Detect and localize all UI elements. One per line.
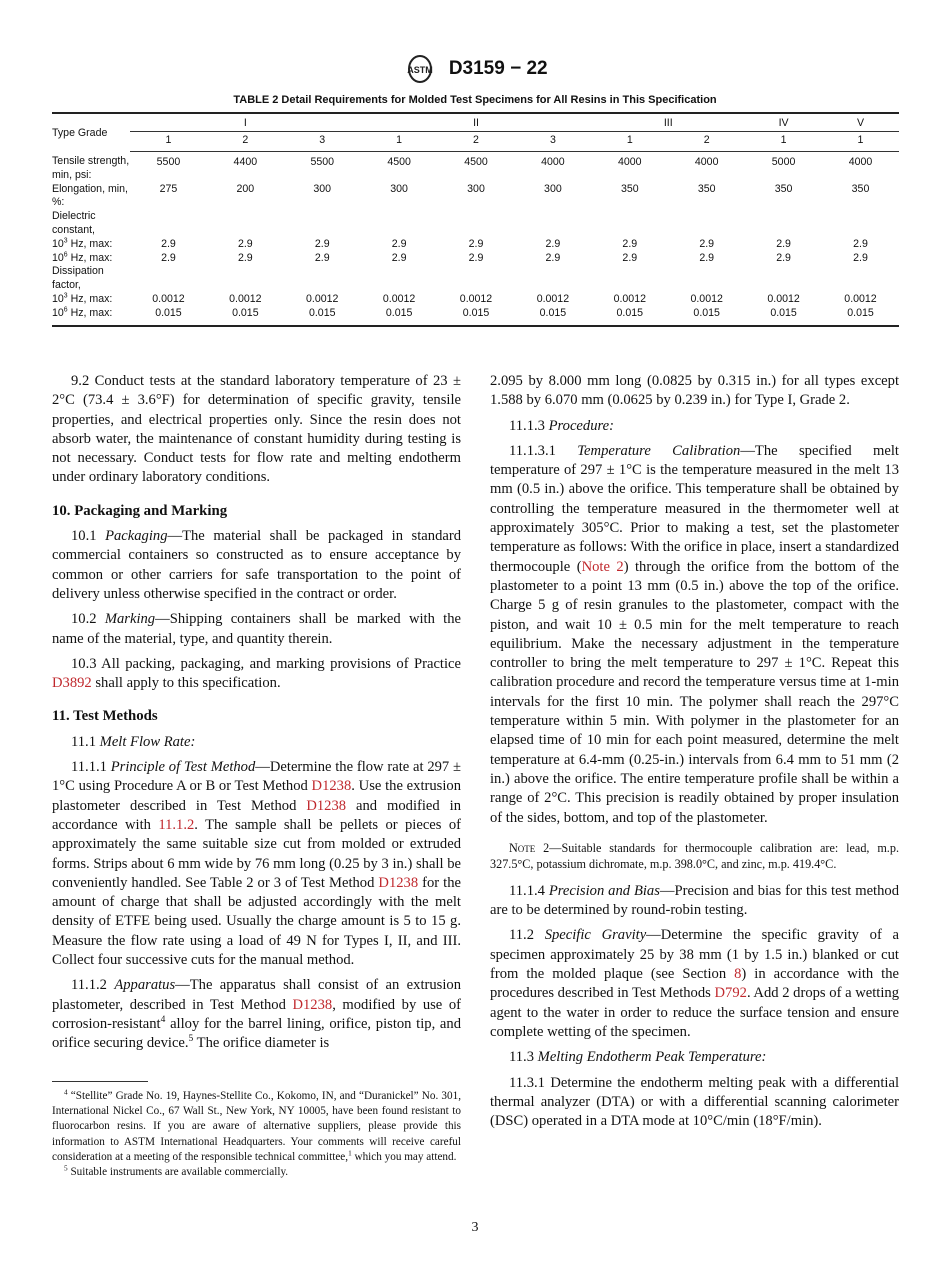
page-header (0, 54, 950, 84)
paragraph (52, 372, 461, 488)
cell-value: 0.0012 (613, 293, 646, 306)
text: 11.1.4 (509, 882, 549, 899)
text: —Suitable standards for thermocouple calibration are: lead, m.p. 327.5°C, potassium dichromate, m.p. 398.0°C, and zinc, m.p. 419.4°C. (490, 840, 899, 871)
text: 11.1.3.1 (509, 442, 578, 459)
cell-value (207, 210, 284, 238)
cell-value: 0.0012 (690, 293, 723, 306)
footnote-ref: 1 (348, 1149, 352, 1158)
note-label: Note 2 (509, 840, 550, 855)
footnote-number: 5 (64, 1164, 68, 1173)
cell-value: 350 (851, 182, 870, 195)
label-text: Hz, max: (67, 293, 113, 306)
grade-header: 2 (207, 131, 284, 151)
label-exponent: 6 (63, 251, 68, 259)
cell-value (284, 210, 361, 238)
cell-value: 4000 (618, 155, 642, 168)
footnote-number: 4 (64, 1088, 68, 1097)
italic-term: Specific Gravity (544, 927, 647, 944)
cell-value (130, 210, 207, 238)
type-header: V (822, 113, 899, 131)
cell-value: 300 (544, 182, 562, 195)
page-number: 3 (471, 1220, 479, 1235)
footnote-5 (52, 1165, 461, 1180)
cell-value: 0.0012 (306, 293, 339, 306)
italic-term: Precision and Bias (548, 882, 660, 899)
cell-value: 4000 (694, 155, 719, 168)
label-text: Elongation, min, %: (52, 182, 128, 209)
grade-header: 1 (745, 131, 822, 151)
cell-value: 0.0012 (229, 293, 262, 306)
table-row (52, 293, 899, 307)
label-text: Hz, max: (67, 237, 113, 250)
row-label (52, 210, 130, 238)
footnote-ref[interactable]: 4 (160, 1015, 166, 1026)
text: 11.1.2 (71, 977, 115, 994)
footnotes (52, 1089, 461, 1180)
table-row (52, 265, 899, 293)
label-exponent: 6 (63, 306, 68, 314)
italic-term: Apparatus (114, 977, 176, 994)
grade-header: 2 (438, 131, 515, 151)
text: —The apparatus shall consist of an extrusion plastometer, described in Test Method (52, 977, 461, 1013)
cross-reference-link[interactable]: 8 (734, 966, 742, 983)
cell-value: 350 (774, 182, 793, 195)
cross-reference-link[interactable]: 11.1.2 (158, 816, 195, 833)
cell-value: 4500 (387, 155, 411, 168)
cell-value: 275 (159, 182, 178, 195)
label-text: Tensile strength, min, psi: (52, 155, 130, 181)
text: ) in accordance with the procedures described in Test Methods (490, 966, 900, 1002)
text: . Use the extrusion plastometer described in Test Method (52, 778, 461, 814)
type-header: I (130, 113, 361, 131)
cell-value: 300 (313, 182, 332, 195)
cell-value: 2.9 (699, 237, 715, 250)
cell-value (284, 265, 361, 293)
text: —Shipping containers shall be marked with the name of the material, type, and quantity therein. (52, 611, 462, 647)
cell-value: 2.9 (161, 237, 176, 250)
grade-header: 3 (284, 131, 361, 151)
text: 11.3.1 Determine the endotherm melting peak with a differential thermal analyzer (DTA) or with a differential scanning calorimeter (DSC) operated in a DTA mode at 10°C/min (18°F/min). (490, 1074, 899, 1130)
cell-value: 2.9 (314, 251, 330, 264)
row-label (52, 183, 130, 211)
cell-value: 2.9 (161, 251, 176, 264)
cell-value (361, 210, 438, 238)
cell-value: 0.015 (770, 306, 797, 319)
right-column (490, 372, 899, 1137)
grade-header: 2 (668, 131, 745, 151)
cell-value: 0.0012 (459, 293, 493, 306)
cell-value: 2.9 (545, 251, 561, 264)
text: and modified in accordance with (52, 797, 461, 833)
text: 2.095 by 8.000 mm long (0.0825 by 0.315 in.) for all types except 1.588 by 6.070 mm (0.0625 by 0.239 in.) for Type I, Grade 2. (490, 373, 899, 409)
cell-value (591, 210, 668, 238)
footnote-divider (52, 1081, 148, 1082)
italic-term: Melting Endotherm Peak Temperature: (537, 1049, 767, 1066)
cell-value: 2.9 (237, 251, 253, 264)
cross-reference-link[interactable]: D1238 (311, 778, 352, 795)
document-designation: D3159 − 22 (448, 58, 548, 79)
cross-reference-link[interactable]: D3892 (52, 675, 92, 692)
label-base: 10 (52, 237, 64, 250)
cell-value: 2.9 (776, 251, 791, 264)
cell-value: 2.9 (391, 237, 407, 250)
cell-value: 0.0012 (767, 293, 800, 306)
cell-value: 0.015 (693, 306, 720, 319)
footnote-4 (52, 1089, 461, 1165)
paragraph (52, 758, 461, 970)
table-row (52, 238, 899, 252)
cell-value: 0.015 (385, 306, 413, 319)
italic-term: Packaging (105, 528, 168, 545)
text: 11. Test Methods (52, 708, 158, 725)
italic-term: Melt Flow Rate: (99, 733, 196, 750)
cell-value (207, 265, 284, 293)
footnote-text: Suitable instruments are available commercially. (67, 1166, 289, 1179)
text: —The material shall be packaged in standard commercial containers so constructed as to ensure acceptance by common or other carriers for safe transportation to the point of delivery unless otherwise specified in the contract or order. (52, 528, 461, 602)
text: . The sample shall be pellets or pieces of approximately the same suitable size cut from molded or extruded forms. Strips about 6 mm wide by 76 mm long (0.25 by 3 in.) shall be conveniently handled. See Table 2 or 3 of Test Method (52, 816, 462, 891)
cell-value (591, 265, 668, 293)
paragraph (490, 1074, 899, 1132)
svg-text:ASTM: ASTM (407, 65, 434, 75)
cell-value: 0.015 (232, 306, 259, 319)
text: —Determine the flow rate at 297 ± 1°C using Procedure A or B or Test Method (52, 759, 461, 795)
grade-header-row (52, 131, 899, 151)
paragraph (490, 882, 899, 921)
cell-value (668, 265, 745, 293)
cell-value: 0.015 (308, 306, 336, 319)
label-exponent: 3 (63, 292, 68, 300)
text: 11.1.3 (509, 417, 549, 434)
text: . Add 2 drops of a wetting agent to the water in order to reduce the surface tension and ensure complete wetting of the specimen. (490, 985, 899, 1040)
cell-value: 0.0012 (382, 293, 416, 306)
cell-value: 4000 (848, 155, 873, 168)
cell-value (668, 210, 745, 238)
footnote-ref[interactable]: 5 (188, 1034, 194, 1045)
cell-value (822, 265, 899, 293)
grade-header: 1 (361, 131, 438, 151)
row-label (52, 238, 130, 252)
table-row (52, 210, 899, 238)
cell-value: 4000 (541, 155, 565, 168)
footnote-text: which you may attend. (351, 1150, 457, 1163)
cell-value: 4500 (464, 155, 488, 168)
label-base: 10 (52, 251, 64, 264)
text: —Precision and bias for this test method are to be determined by round-robin testing. (490, 882, 899, 919)
text: 10.2 (71, 611, 105, 628)
footnote-text: “Stellite” Grade No. 19, Haynes-Stellite Co., Kokomo, IN, and “Duranickel” No. 301, International Nickel Co., 67 Wall St., New York, NY 10005, have been found resistant to fluorocarbon resins. If you are aware of alternative suppliers, please provide this information to ASTM International Headquarters. Your comments will receive careful consideration at a meeting of the responsible technical committee, (52, 1090, 461, 1163)
cell-value: 0.0012 (536, 293, 570, 306)
type-header: III (591, 113, 745, 131)
cell-value (514, 210, 591, 238)
cell-value: 2.9 (468, 251, 484, 264)
cell-value (514, 265, 591, 293)
paragraph (52, 976, 461, 1053)
text: shall apply to this specification. (91, 675, 281, 692)
cell-value: 2.9 (314, 237, 330, 250)
text: 10.1 (71, 528, 106, 545)
grade-header: 1 (130, 131, 207, 151)
cell-value: 5500 (156, 155, 181, 168)
cell-value: 2.9 (853, 237, 868, 250)
table-row (52, 183, 899, 211)
requirements-table (52, 112, 899, 327)
cell-value: 200 (236, 182, 255, 195)
cell-value (822, 210, 899, 238)
paragraph (52, 610, 461, 649)
italic-term: Marking (104, 611, 156, 628)
cell-value: 2.9 (622, 251, 638, 264)
cross-reference-link[interactable]: D1238 (378, 874, 419, 891)
text: , modified by use of corrosion-resistant (52, 996, 461, 1032)
cell-value: 0.015 (847, 306, 874, 319)
cross-reference-link[interactable]: D792 (714, 985, 747, 1002)
cell-value: 2.9 (622, 237, 638, 250)
row-label (52, 151, 130, 183)
label-text: Hz, max: (67, 251, 113, 264)
paragraph (490, 442, 899, 828)
cell-value (745, 210, 822, 238)
paragraph (52, 655, 461, 694)
cell-value: 4400 (233, 155, 258, 168)
section-heading (52, 502, 461, 521)
paragraph (490, 926, 899, 1042)
cell-value: 5500 (310, 155, 335, 168)
section-heading (52, 707, 461, 726)
cell-value: 350 (697, 182, 716, 195)
cell-value: 0.015 (616, 306, 644, 319)
cell-value (438, 210, 515, 238)
cell-value: 2.9 (468, 237, 484, 250)
italic-term: Temperature Calibration (577, 442, 741, 459)
cell-value: 5000 (771, 155, 796, 168)
paragraph (490, 417, 899, 436)
text: 11.1.1 (71, 759, 111, 776)
cross-reference-link[interactable]: Note 2 (581, 558, 624, 575)
cell-value (130, 265, 207, 293)
cell-value: 0.015 (462, 306, 490, 319)
label-exponent: 3 (63, 237, 68, 245)
type-grade-label: Type Grade (52, 127, 108, 140)
italic-term: Procedure: (548, 417, 614, 434)
grade-header: 1 (822, 131, 899, 151)
text: —The specified melt temperature of 297 ± 1°C is the temperature measured in the melt 13 mm (0.5 in.) above the orifice. This temperature shall be obtained by controlling the temperature measured in the thermometer well at approximately 305°C. Prior to making a test, set the plastometer temperature as follows: With the orifice in place, insert a standardized thermocouple ( (490, 442, 899, 575)
cell-value: 2.9 (545, 237, 561, 250)
row-label (52, 265, 130, 293)
text: alloy for the barrel lining, orifice, piston tip, and orifice securing device. (52, 1015, 461, 1052)
italic-term: Principle of Test Method (110, 759, 256, 776)
row-label (52, 293, 130, 307)
cell-value (745, 265, 822, 293)
row-label (52, 252, 130, 266)
cell-value (361, 265, 438, 293)
grade-header: 1 (591, 131, 668, 151)
text: The orifice diameter is (193, 1035, 330, 1052)
label-text: Hz, max: (67, 306, 113, 319)
cell-value: 2.9 (391, 251, 407, 264)
cell-value: 0.015 (539, 306, 567, 319)
text: 11.1 (71, 733, 100, 750)
label-base: 10 (52, 306, 64, 319)
text: 11.3 (509, 1049, 538, 1066)
cross-reference-link[interactable]: D1238 (292, 996, 333, 1013)
row-label (52, 307, 130, 326)
cell-value: 2.9 (699, 251, 715, 264)
text: 9.2 Conduct tests at the standard laboratory temperature of 23 ± 2°C (73.4 ± 3.6°F) for determination of specific gravity, tensile properties, and electrical properties only. Since the resin does not absorb water, the maintenance of constant humidity during testing is not necessary. Conduct tests for flow rate and melting endotherm under ordinary laboratory conditions. (52, 373, 461, 486)
cell-value: 2.9 (237, 237, 253, 250)
type-header: IV (745, 113, 822, 131)
cell-value: 300 (390, 182, 408, 195)
paragraph (52, 527, 461, 604)
text: 10.3 All packing, packaging, and marking provisions of Practice (71, 655, 461, 672)
text: ) through the orifice from the bottom of the plastometer to a point 13 mm (0.5 in.) above the top of the orifice. Charge 5 g of resin granules to the plastometer, compact with the piston, and wait 10 ± 0.5 min for the melt temperature to reach equilibrium. Make the necessary adjustment in the temperature controller to bring the melt temperature to 297 ± 1°C. Repeat this calibration procedure and record the temperature versus time at 1-min intervals for the first 10 min. The polymer shall reach the 297°C temperature within 5 min. With polymer in the plastometer for an elapsed time of 10 min for each point measured, determine the melt temperature at 6.4-mm (0.25-in.) intervals from 6.4 mm to 51 mm (2 in.) above the orifice. The entire temperature profile shall be within a range of 2°C. This precision is readily obtained by proper insulation of the sides, bottom, and top of the plastometer. (490, 558, 900, 826)
cell-value: 2.9 (776, 237, 791, 250)
label-text: Dielectric constant, (52, 210, 96, 237)
type-header: II (361, 113, 592, 131)
text: for the amount of charge that shall be adjusted accordingly with the melt density of ETFE being used. Usually the charge amount is 5 to 15 g. Measure the flow rate using a load of 49 N for Types I, II, and III. Collect four successive cuts for the manual method. (52, 874, 461, 969)
cell-value: 0.0012 (152, 293, 185, 306)
table-row (52, 252, 899, 266)
label-text: Dissipation factor, (52, 265, 104, 292)
cell-value: 350 (620, 182, 639, 195)
paragraph (490, 372, 899, 411)
cell-value: 300 (467, 182, 485, 195)
cell-value: 2.9 (853, 251, 868, 264)
table-row (52, 307, 899, 326)
text: —Determine the specific gravity of a specimen approximately 25 by 38 mm (1 by 1.5 in.) blanked or cut from the molded plaque (see Section (490, 927, 899, 983)
astm-logo-icon (402, 54, 438, 84)
table-title: TABLE 2 Detail Requirements for Molded Test Specimens for All Resins in This Specification (233, 94, 717, 106)
table-row (52, 151, 899, 183)
type-header-row (52, 113, 899, 131)
note (490, 840, 899, 872)
cell-value (438, 265, 515, 293)
grade-header: 3 (514, 131, 591, 151)
text: 11.2 (509, 927, 545, 944)
cell-value: 0.0012 (844, 293, 877, 306)
cell-value: 0.015 (155, 306, 182, 319)
text: 10. Packaging and Marking (52, 502, 228, 519)
left-column (52, 372, 461, 1060)
paragraph (490, 1048, 899, 1067)
label-base: 10 (52, 293, 64, 306)
cross-reference-link[interactable]: D1238 (306, 797, 347, 814)
paragraph (52, 733, 461, 752)
